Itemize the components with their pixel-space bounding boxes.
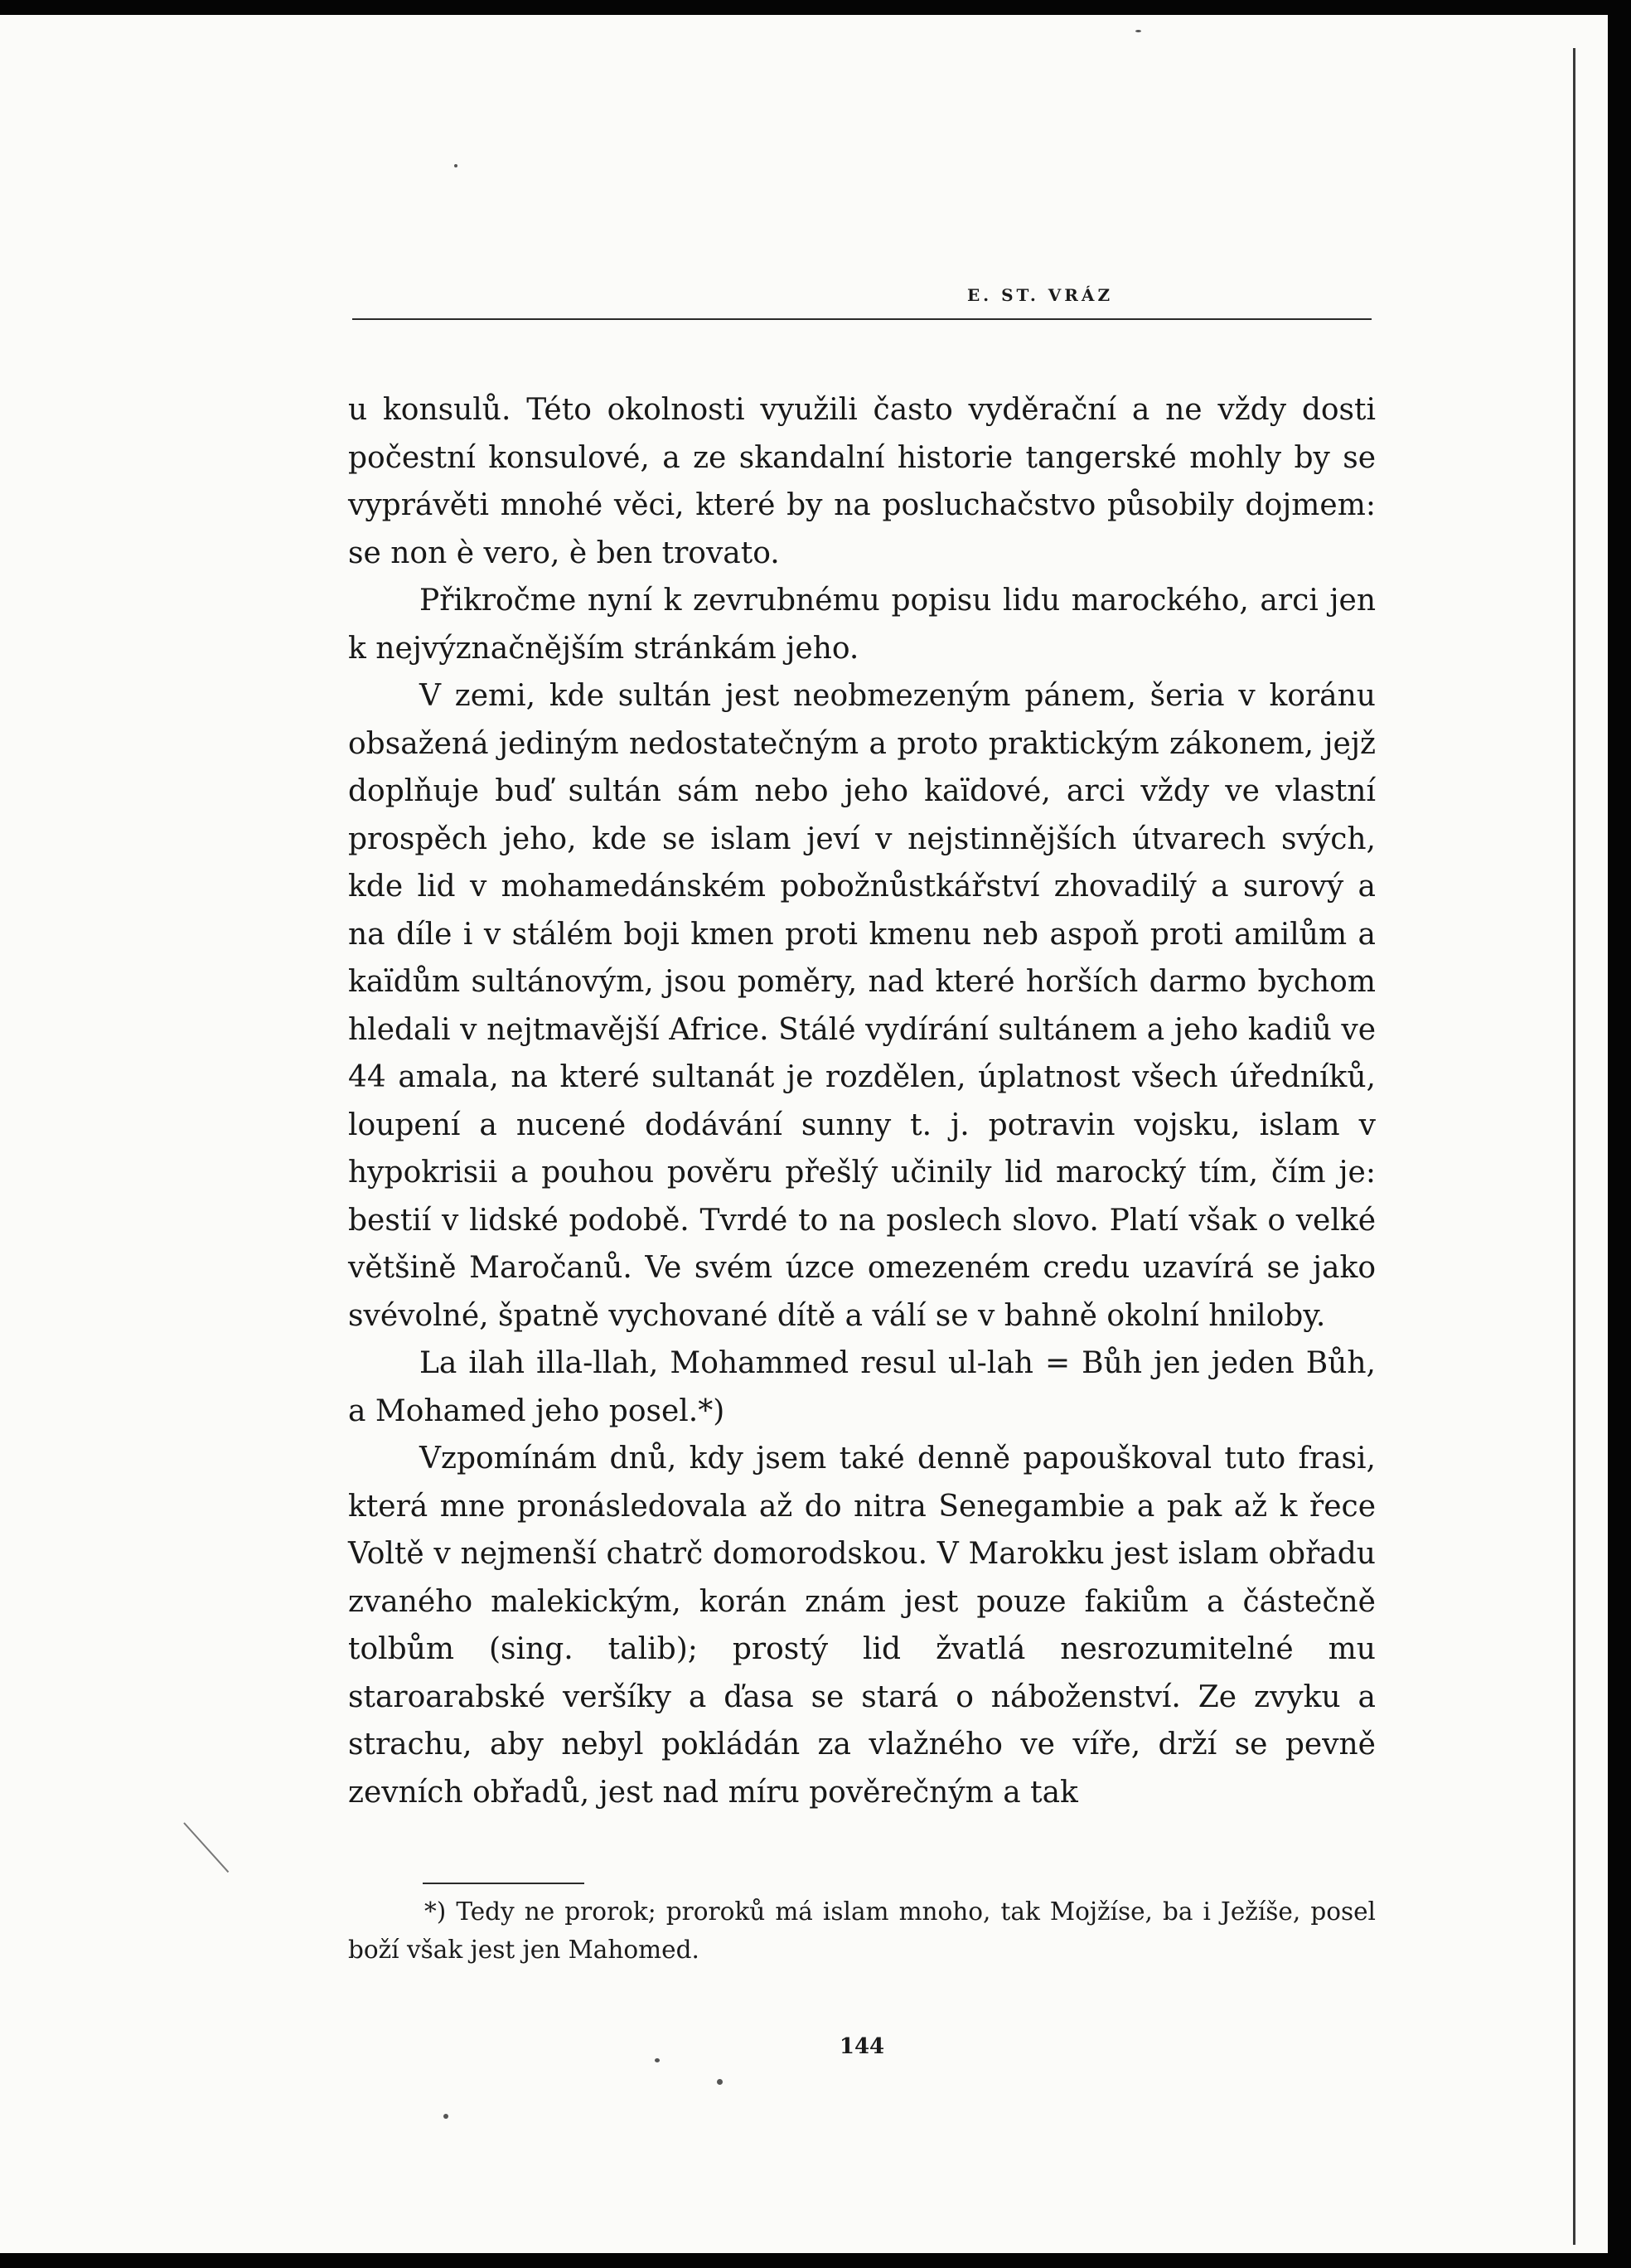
book-page xyxy=(0,15,1608,2253)
scan-speck xyxy=(655,2058,660,2062)
page-number: 144 xyxy=(839,2034,885,2059)
body-text xyxy=(348,386,1376,1816)
scan-speck xyxy=(454,164,457,167)
paragraph-4: La ilah illa-llah, Mohammed resul ul-lah = Bůh jen jeden Bůh, a Mohamed jeho posel.*) xyxy=(348,1346,1376,1428)
paragraph-1: u konsulů. Této okolnosti využili často vyděrační a ne vždy dosti počestní konsulové, a ze skandalní historie tangerské mohly by se vyprávěti mnohé věci, které by na posluchačstvo působily dojmem: se non è vero, è ben trovato. xyxy=(348,393,1376,570)
paragraph-3: V zemi, kde sultán jest neobmezeným pánem, šeria v koránu obsažená jediným nedostatečným a proto praktickým zákonem, jejž doplňuje buď sultán sám nebo jeho kaïdové, arci vždy ve vlastní prospěch jeho, kde se islam jeví v nejstinnějších útvarech svých, kde lid v mohamedánském pobožnůstkářství zhovadilý a surový a na díle i v stálém boji kmen proti kmenu neb aspoň proti amilům a kaïdům sultánovým, jsou poměry, nad které horších darmo bychom hledali v nejtmavější Africe. Stálé vydírání sultánem a jeho kadiů ve 44 amala, na které sultanát je rozdělen, úplatnost všech úředníků, loupení a nucené dodávání sunny t. j. potravin vojsku, islam v hypokrisii a pouhou pověru přešlý učinily lid marocký tím, čím je: bestií v lidské podobě. Tvrdé to na poslech slovo. Platí však o velké většině Maročanů. Ve svém úzce omezeném credu uzavírá se jako svévolné, špatně vychované dítě a válí se v bahně okolní hniloby. xyxy=(348,679,1376,1333)
paragraph-5: Vzpomínám dnů, kdy jsem také denně papouškoval tuto frasi, která mne pronásledovala až do nitra Senegambie a pak až k řece Voltě v nejmenší chatrč domorodskou. V Marokku jest islam obřadu zvaného malekickým, korán znám jest pouze fakiům a částečně tolbům (sing. talib); prostý lid žvatlá nesrozumitelné mu staroarabské veršíky a ďasa se stará o náboženství. Ze zvyku a strachu, aby nebyl pokládán za vlažného ve víře, drží se pevně zevních obřadů, jest nad míru pověrečným a tak xyxy=(348,1442,1376,1810)
scan-speck xyxy=(1135,30,1141,32)
scan-speck xyxy=(717,2079,723,2085)
footnote-rule xyxy=(423,1883,584,1884)
header-rule xyxy=(352,318,1372,320)
scan-speck xyxy=(443,2114,448,2119)
running-header: E. ST. VRÁZ xyxy=(966,285,1114,305)
paragraph-2: Přikročme nyní k zevrubnému popisu lidu marockého, arci jen k nejvýznačnějším stránkám jeho. xyxy=(348,584,1376,666)
page-edge-line xyxy=(1573,48,1575,2245)
scan-scratch xyxy=(183,1822,229,1873)
footnote: *) Tedy ne prorok; proroků má islam mnoho, tak Mojžíse, ba i Ježíše, posel boží však jest jen Mahomed. xyxy=(348,1897,1376,1964)
